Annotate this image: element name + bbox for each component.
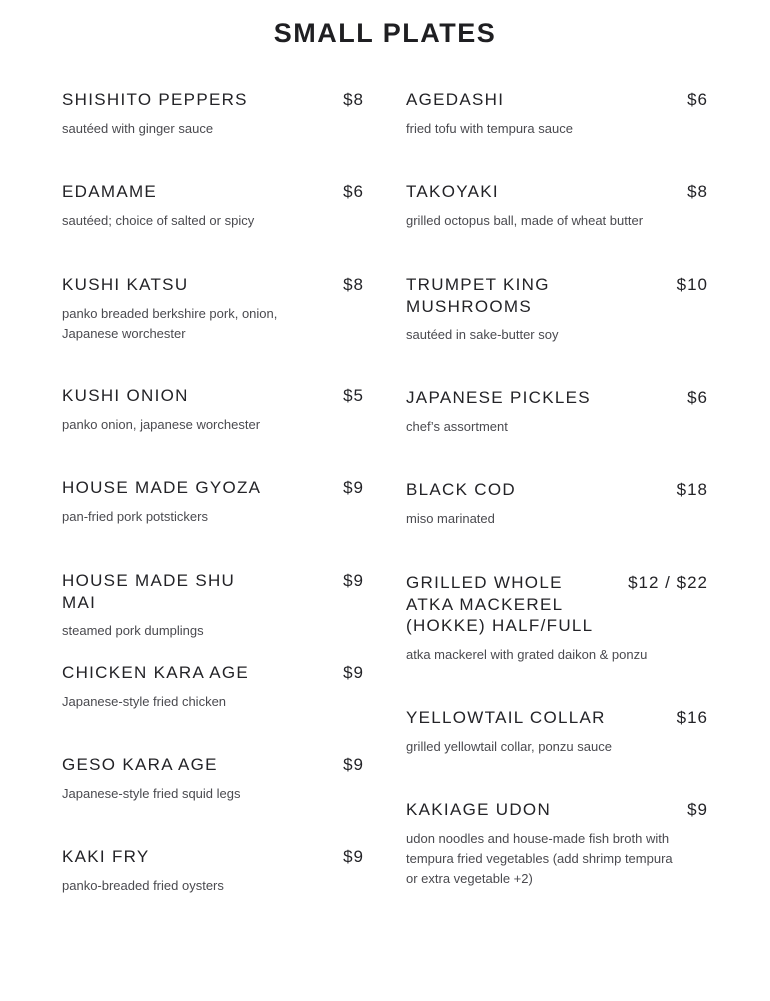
item-price: $9 — [343, 847, 364, 866]
item-name: AGEDASHI — [406, 90, 505, 109]
left-menu-column — [62, 89, 364, 906]
menu-item — [406, 799, 708, 899]
item-name: YELLOWTAIL COLLAR — [406, 708, 606, 727]
item-name: JAPANESE PICKLES — [406, 388, 591, 407]
menu-item — [62, 477, 364, 570]
menu-item — [62, 570, 364, 662]
item-price: $8 — [343, 275, 364, 294]
item-description: atka mackerel with grated daikon & ponzu — [406, 646, 648, 662]
item-description: grilled yellowtail collar, ponzu sauce — [406, 738, 612, 754]
item-name: EDAMAME — [62, 182, 158, 201]
item-price: $8 — [687, 182, 708, 201]
item-name: HOUSE MADE GYOZA — [62, 478, 262, 497]
menu-item — [406, 274, 708, 387]
menu-item — [406, 479, 708, 572]
menu-item — [406, 181, 708, 274]
item-name: GRILLED WHOLE ATKA MACKEREL (HOKKE) HALF/FULL — [406, 573, 594, 635]
menu-item — [62, 181, 364, 274]
item-description: panko onion, japanese worchester — [62, 416, 261, 432]
item-description: chef’s assortment — [406, 418, 508, 434]
right-menu-column — [406, 89, 708, 899]
item-name: HOUSE MADE SHU MAI — [62, 571, 236, 612]
menu-item — [62, 846, 364, 906]
item-name: TRUMPET KING MUSHROOMS — [406, 275, 550, 316]
item-description: fried tofu with tempura sauce — [406, 120, 573, 136]
item-price: $9 — [343, 478, 364, 497]
item-description: pan-fried pork potstickers — [62, 508, 208, 524]
item-price: $8 — [343, 90, 364, 109]
item-price: $9 — [343, 755, 364, 774]
item-name: KAKI FRY — [62, 847, 150, 866]
item-price: $10 — [676, 275, 708, 294]
item-name: CHICKEN KARA AGE — [62, 663, 250, 682]
item-description: grilled octopus ball, made of wheat butter — [406, 212, 644, 228]
menu-section-title: SMALL PLATES — [273, 18, 497, 48]
item-description: sautéed; choice of salted or spicy — [62, 212, 255, 228]
item-price: $9 — [343, 663, 364, 682]
item-description: miso marinated — [406, 510, 495, 526]
item-price: $18 — [676, 480, 708, 499]
menu-item — [62, 754, 364, 846]
menu-item — [406, 572, 708, 707]
item-name: KUSHI KATSU — [62, 275, 189, 294]
item-price: $12 / $22 — [628, 573, 708, 592]
menu-item — [406, 387, 708, 479]
item-price: $6 — [687, 388, 708, 407]
item-description: udon noodles and house-made fish broth with tempura fried vegetables (add shrimp tempura or extra vegetable +2) — [406, 830, 673, 886]
menu-item — [406, 707, 708, 799]
menu-item — [62, 274, 364, 385]
item-name: BLACK COD — [406, 480, 516, 499]
menu-item — [62, 89, 364, 181]
item-name: KAKIAGE UDON — [406, 800, 552, 819]
item-name: SHISHITO PEPPERS — [62, 90, 248, 109]
item-description: steamed pork dumplings — [62, 623, 204, 638]
item-description: panko breaded berkshire pork, onion, Japanese worchester — [62, 305, 278, 341]
item-name: GESO KARA AGE — [62, 755, 218, 774]
item-price: $6 — [343, 182, 364, 201]
menu-item — [406, 89, 708, 181]
menu-item — [62, 385, 364, 477]
menu-item — [62, 662, 364, 754]
item-description: sautéed with ginger sauce — [62, 120, 214, 136]
item-description: Japanese-style fried chicken — [62, 693, 227, 709]
item-description: panko-breaded fried oysters — [62, 877, 224, 893]
item-price: $9 — [687, 800, 708, 819]
item-description: sautéed in sake-butter soy — [406, 327, 559, 342]
item-description: Japanese-style fried squid legs — [62, 785, 241, 801]
item-price: $9 — [343, 571, 364, 590]
item-price: $6 — [687, 90, 708, 109]
item-price: $5 — [343, 386, 364, 405]
item-name: KUSHI ONION — [62, 386, 189, 405]
item-price: $16 — [676, 708, 708, 727]
item-name: TAKOYAKI — [406, 182, 499, 201]
